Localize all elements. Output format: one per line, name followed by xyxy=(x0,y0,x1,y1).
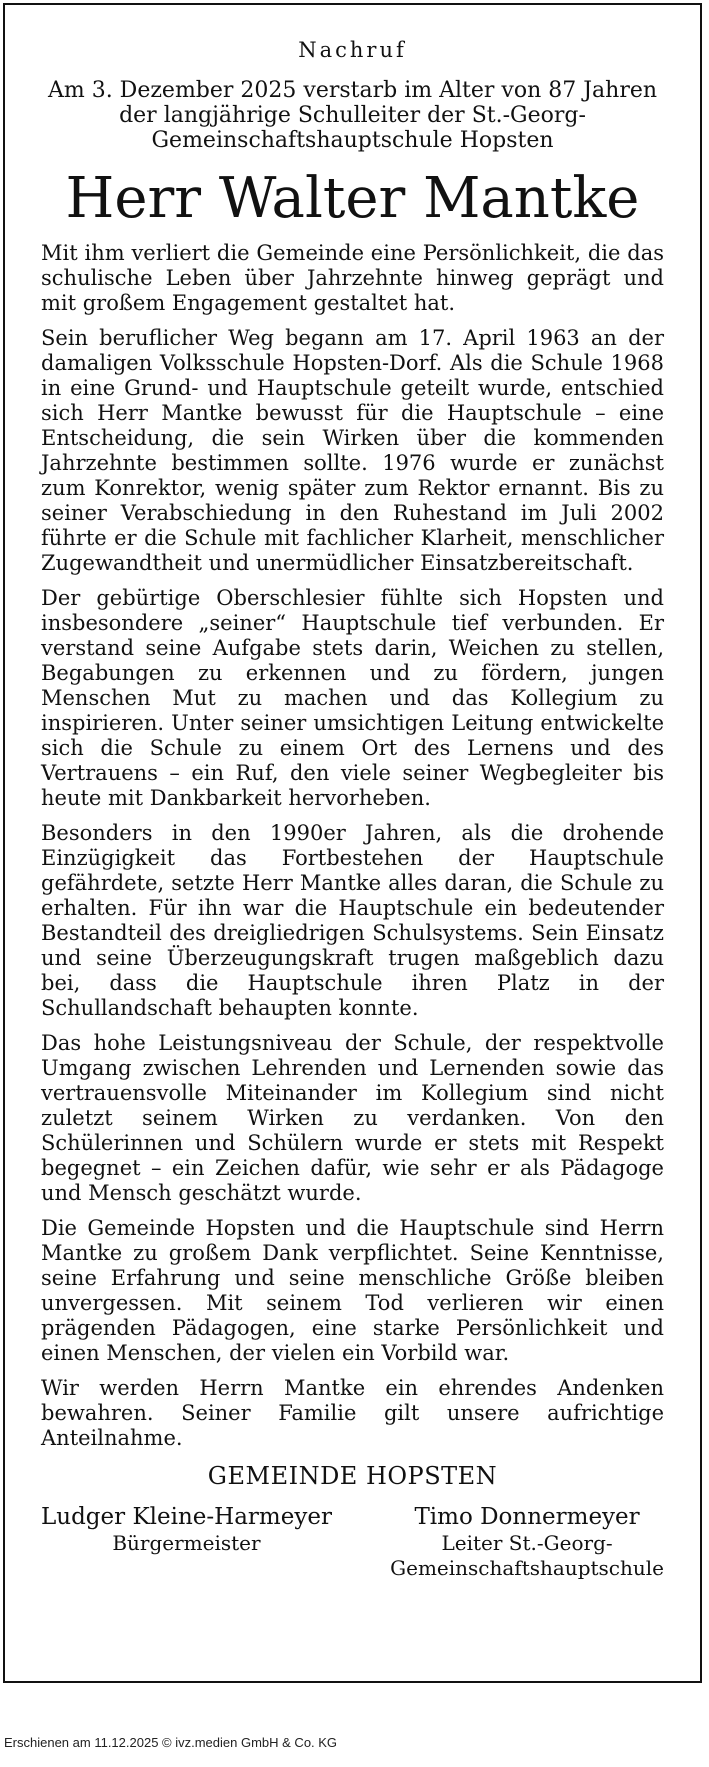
notice-heading: Nachruf xyxy=(298,38,407,62)
obituary-frame xyxy=(3,3,702,1683)
paragraph: Wir werden Herrn Mantke ein ehrendes Andenken bewahren. Seiner Familie gilt unsere aufrichtige Anteilnahme. xyxy=(41,1376,664,1450)
intro-line: Am 3. Dezember 2025 verstarb im Alter von 87 Jahren xyxy=(47,78,658,103)
paragraph: Sein beruflicher Weg begann am 17. April 1963 an der damaligen Volksschule Hopsten-Dorf. Als die Schule 1968 in eine Grund- und Hauptschule geteilt wurde, entschied sich Herr Mantke bewusst für die Hauptschule – eine Entscheidung, die sein Wirken über die kommenden Jahrzehnte bestimmen sollte. 1976 wurde er zunächst zum Konrektor, wenig später zum Rektor ernannt. Bis zu seiner Verabschiedung in den Ruhestand im Juli 2002 führte er die Schule mit fachlicher Klarheit, menschlicher Zugewandtheit und unermüdlicher Einsatzbereitschaft. xyxy=(41,326,664,575)
intro-text xyxy=(41,78,664,153)
paragraph: Die Gemeinde Hopsten und die Hauptschule sind Herrn Mantke zu großem Dank verpflichtet. Seine Kenntnisse, seine Erfahrung und seine menschliche Größe bleiben unvergessen. Mit seinem Tod verlieren wir einen prägenden Pädagogen, eine starke Persönlichkeit und einen Menschen, der vielen ein Vorbild war. xyxy=(41,1216,664,1365)
paragraph: Besonders in den 1990er Jahren, als die drohende Einzügigkeit das Fortbestehen der Hauptschule gefährdete, setzte Herr Mantke alles daran, die Schule zu erhalten. Für ihn war die Hauptschule ein bedeutender Bestandteil des dreigliedrigen Schulsystems. Sein Einsatz und seine Überzeugungskraft trugen maßgeblich dazu bei, dass die Hauptschule ihren Platz in der Schullandschaft behaupten konnte. xyxy=(41,821,664,1020)
intro-line: der langjährige Schulleiter der St.-Georg- xyxy=(119,103,586,128)
signer-name: Ludger Kleine-Harmeyer xyxy=(41,1504,332,1530)
obituary-body xyxy=(41,241,664,1451)
intro-line: Gemeinschaftshauptschule Hopsten xyxy=(151,128,554,153)
signers xyxy=(41,1503,664,1581)
signer-mayor xyxy=(41,1503,332,1581)
signer-headmaster xyxy=(390,1503,664,1581)
paragraph: Der gebürtige Oberschlesier fühlte sich Hopsten und insbesondere „seiner“ Hauptschule tief verbunden. Er verstand seine Aufgabe stets darin, Weichen zu stellen, Begabungen zu erkennen und zu fördern, jungen Menschen Mut zu machen und das Kollegium zu inspirieren. Unter seiner umsichtigen Leitung entwickelte sich die Schule zu einem Ort des Lernens und des Vertrauens – ein Ruf, den viele seiner Wegbegleiter bis heute mit Dankbarkeit hervorheben. xyxy=(41,586,664,810)
paragraph: Das hohe Leistungsniveau der Schule, der respektvolle Umgang zwischen Lehrenden und Lernenden sowie das vertrauensvolle Miteinander im Kollegium sind nicht zuletzt seinem Wirken zu verdanken. Von den Schülerinnen und Schülern wurde er stets mit Respekt begegnet – ein Zeichen dafür, wie sehr er als Pädagoge und Mensch geschätzt wurde. xyxy=(41,1031,664,1205)
signer-role: Leiter St.-Georg- xyxy=(441,1531,613,1555)
obituary-content xyxy=(41,5,664,1681)
signer-role: Bürgermeister xyxy=(112,1531,261,1555)
paragraph: Mit ihm verliert die Gemeinde eine Persönlichkeit, die das schulische Leben über Jahrzehnte hinweg geprägt und mit großem Engagement gestaltet hat. xyxy=(41,241,664,315)
signer-name: Timo Donnermeyer xyxy=(414,1504,640,1530)
signer-role: Gemeinschaftshauptschule xyxy=(390,1556,664,1580)
publication-footer: Erschienen am 11.12.2025 © ivz.medien GmbH & Co. KG xyxy=(4,1735,338,1750)
deceased-name: Herr Walter Mantke xyxy=(65,166,640,231)
issuer: GEMEINDE HOPSTEN xyxy=(207,1462,498,1490)
